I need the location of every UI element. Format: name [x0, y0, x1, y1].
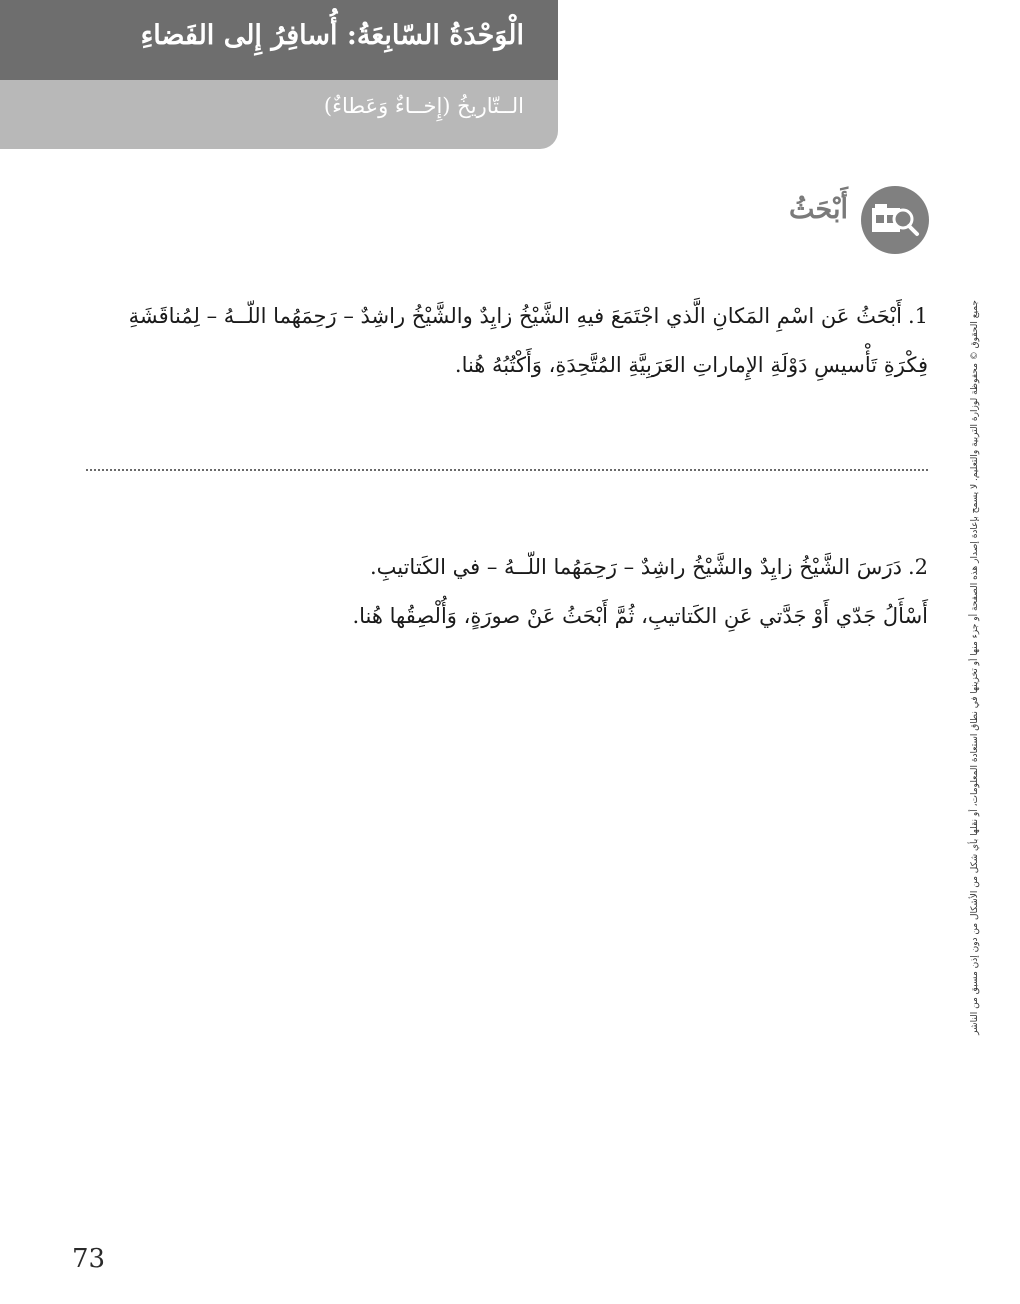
question-1-number: 1.: [907, 304, 928, 328]
question-1-text-2: فِكْرَةِ تَأْسيسِ دَوْلَةِ الإِماراتِ العَرَبِيَّةِ المُتَّحِدَةِ، وَأَكْتُبُهُ هُنا.: [454, 353, 928, 377]
question-1-text-1: أَبْحَثُ عَن اسْمِ المَكانِ الَّذي اجْتَمَعَ فيهِ الشَّيْخُ زايِدٌ والشَّيْخُ راشِدٌ – رَحِمَهُما اللّــهُ – لِمُناقَشَةِ: [128, 304, 902, 328]
copyright-strip: [958, 300, 992, 1035]
question-1: [88, 292, 928, 390]
question-2-text-2: أَسْأَلُ جَدّي أَوْ جَدَّتي عَنِ الكَتاتيبِ، ثُمَّ أَبْحَثُ عَنْ صورَةٍ، وَأُلْصِقُها هُنا.: [352, 604, 928, 628]
copyright-notice: جميع الحقوق © محفوظة لوزارة التربية والتعليم. لا يسمح بإعادة إصدار هذه الصفحة أو جزء منها أو تخزينها في نطاق استعادة المعلومات، أو نقلها بأي شكل من الأشكال من دون إذن مسبق من الناشر: [970, 300, 980, 1035]
question-2: [88, 543, 928, 641]
unit-header-band: [0, 0, 558, 80]
question-2-number: 2.: [907, 555, 928, 579]
page-number: 73: [72, 1244, 106, 1274]
question-1-line-1: [88, 292, 928, 341]
search-folder-icon: [861, 186, 929, 254]
question-2-text-1: دَرَسَ الشَّيْخُ زايِدٌ والشَّيْخُ راشِدٌ – رَحِمَهُما اللّــهُ – في الكَتاتيبِ.: [369, 555, 902, 579]
section-title: أَبْحَثُ: [789, 194, 848, 225]
lesson-title: الــتّاريخُ (إِخــاءٌ وَعَطاءٌ): [323, 94, 524, 118]
lesson-header-band: [0, 80, 558, 149]
unit-title: الْوَحْدَةُ السّابِعَةُ: أُسافِرُ إِلى الفَضاءِ: [140, 20, 524, 51]
answer-line: [86, 469, 928, 471]
question-2-line-1: [88, 543, 928, 592]
